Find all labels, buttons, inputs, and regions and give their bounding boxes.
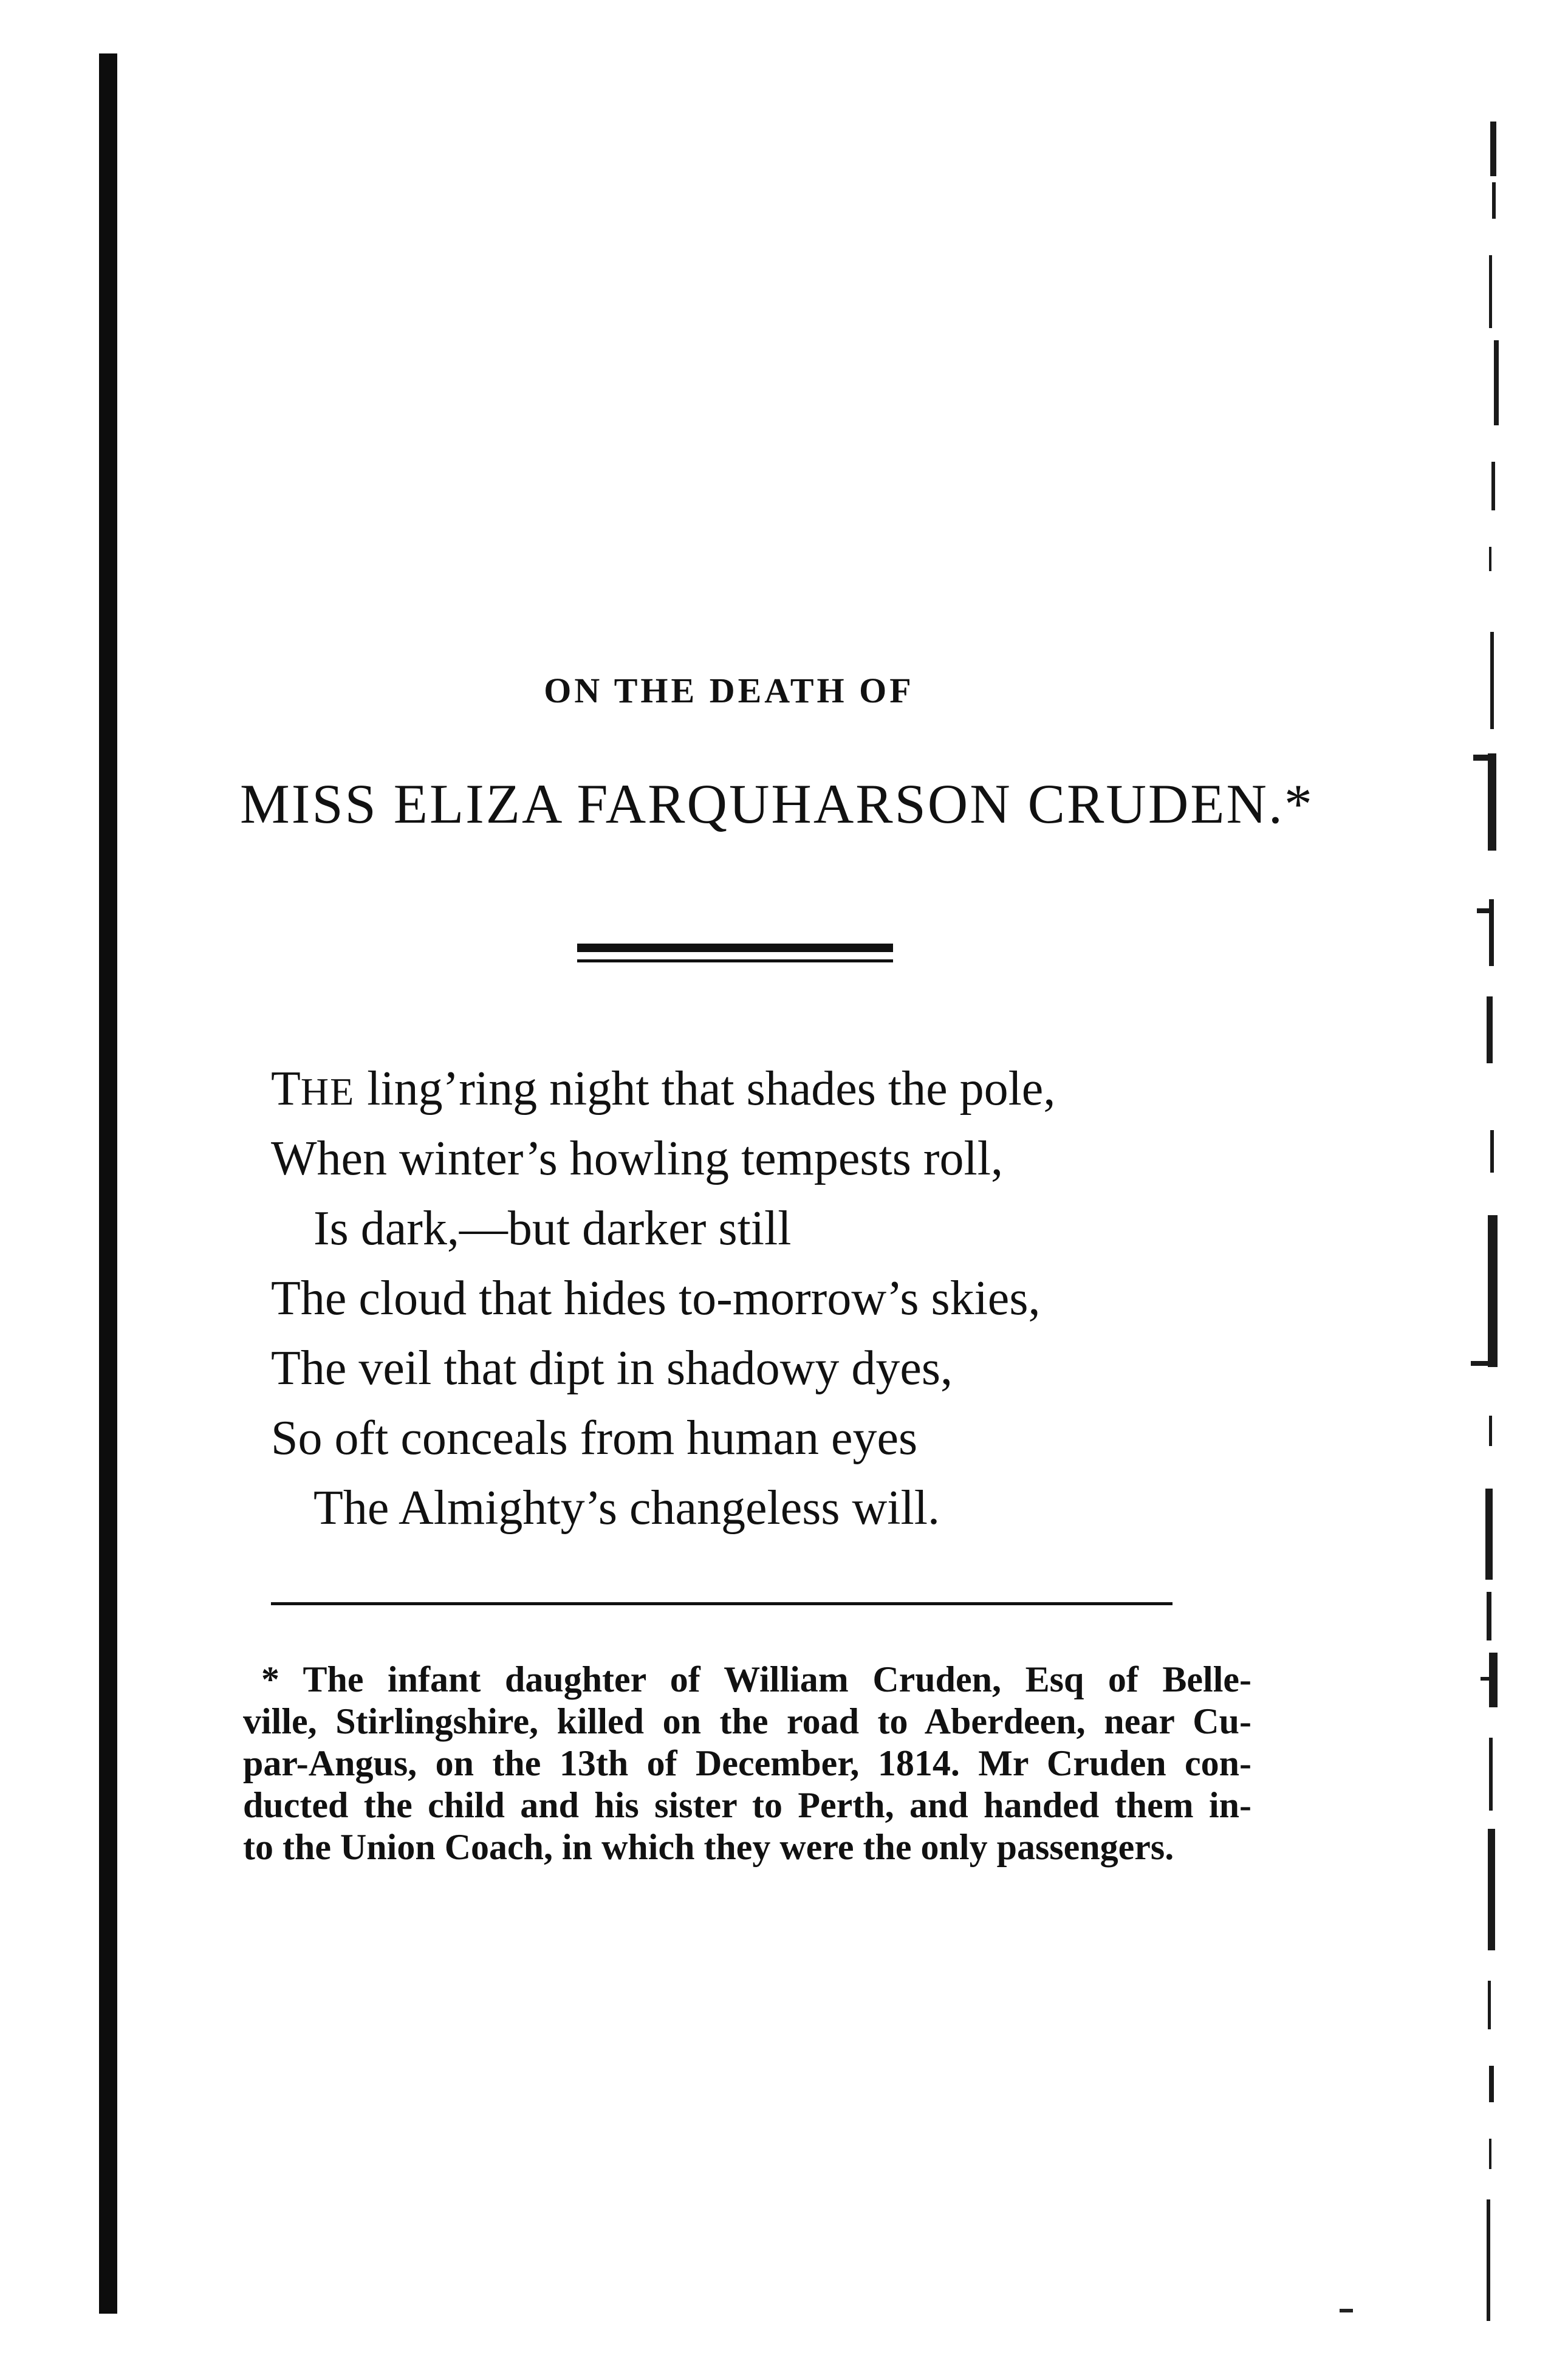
poem-line-6: So oft conceals from human eyes [271, 1411, 918, 1465]
poem-line-2: When winter’s howling tempests roll, [271, 1132, 1003, 1185]
poem-line-5: The veil that dipt in shadowy dyes, [271, 1342, 953, 1395]
stray-mark [1340, 2309, 1353, 2312]
footnote-line-1: * The infant daughter of William Cruden, Esq of Belle- [261, 1659, 1251, 1699]
poem-line-4: The cloud that hides to-morrow’s skies, [271, 1272, 1041, 1325]
double-rule-thin [577, 959, 893, 962]
footnote-line-4: ducted the child and his sister to Perth, and handed them in- [243, 1785, 1251, 1825]
poem-line-7: The Almighty’s changeless will. [313, 1481, 940, 1535]
footnote-line-2: ville, Stirlingshire, killed on the road to Aberdeen, near Cu- [243, 1701, 1251, 1741]
ornamental-double-rule [577, 944, 893, 967]
heading-subtitle: ON THE DEATH OF [544, 671, 914, 710]
footnote-line-3: par-Angus, on the 13th of December, 1814. Mr Cruden con- [243, 1743, 1251, 1783]
poem-line-1-rest: ling’ring night that shades the pole, [355, 1062, 1056, 1116]
heading-title: MISS ELIZA FARQUHARSON CRUDEN.* [240, 773, 1314, 835]
double-rule-thick [577, 944, 893, 952]
page-edge-artifacts [1446, 0, 1568, 2372]
poem-line-1-dropcap: T [271, 1062, 301, 1116]
footnote [243, 1659, 1251, 1868]
footnote-rule [271, 1602, 1173, 1605]
binding-shadow [99, 53, 117, 2314]
poem-line-1-smallcaps: HE [300, 1070, 355, 1113]
poem-line-1 [271, 1054, 1364, 1124]
poem-stanza [271, 1054, 1364, 1543]
poem-line-3: Is dark,—but darker still [313, 1202, 792, 1255]
footnote-line-5: to the Union Coach, in which they were the only passengers. [243, 1827, 1174, 1867]
